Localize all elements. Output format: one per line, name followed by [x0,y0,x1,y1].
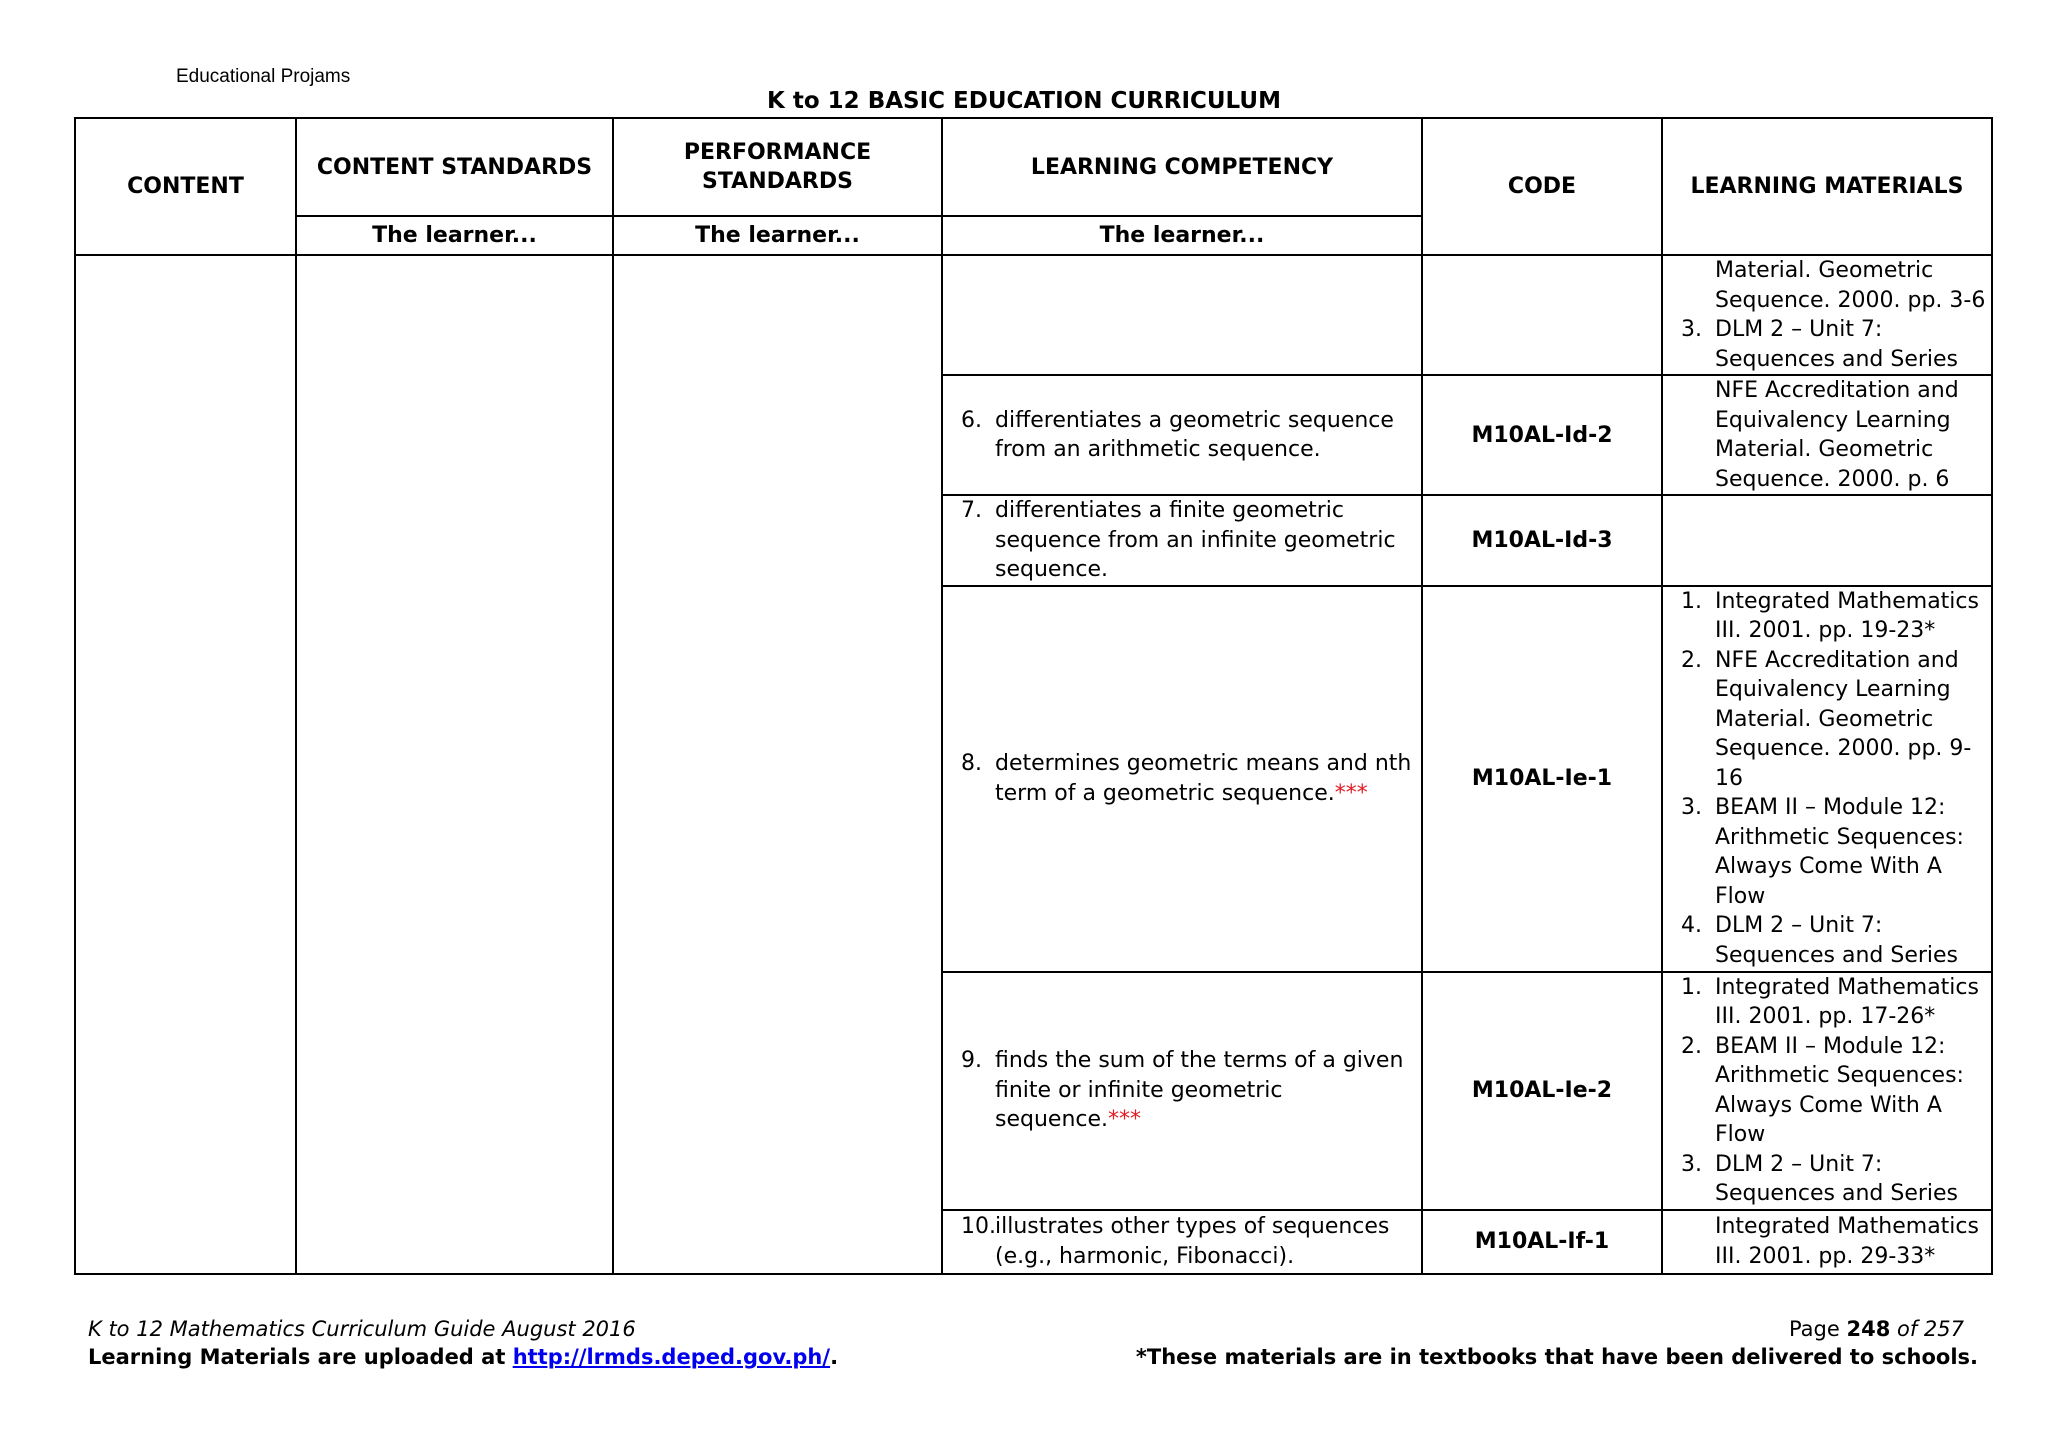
list-item: 1. Integrated Mathematics III. 2001. pp. 19-23* [1681,588,1979,644]
asterisk-marker: *** [1108,1107,1142,1133]
code-cell: M10AL-Id-2 [1422,375,1662,495]
lrmds-link[interactable]: http://lrmds.deped.gov.ph/ [512,1345,831,1369]
header-content-standards: CONTENT STANDARDS [296,118,613,216]
header-learner-competency: The learner... [942,216,1422,255]
competency-cell [942,972,1422,1210]
competency-cell [942,375,1422,495]
list-item: NFE Accreditation and Equivalency Learning Material. Geometric Sequence. 2000. p. 6 [1715,378,1959,492]
header-learning-materials: LEARNING MATERIALS [1662,118,1992,255]
footer-textbook-note: *These materials are in textbooks that have been delivered to schools. [1135,1345,1978,1369]
header-learner-content-standards: The learner... [296,216,613,255]
performance-standards-cell [613,255,942,1274]
list-item: 3. DLM 2 – Unit 7: Sequences and Series [1681,1151,1959,1206]
header-learner-performance-standards: The learner... [613,216,942,255]
code-cell: M10AL-If-1 [1422,1210,1662,1274]
document-title: K to 12 BASIC EDUCATION CURRICULUM [767,88,1281,114]
code-cell: M10AL-Id-3 [1422,495,1662,586]
page-number: Page 248 of 257 [1788,1317,1964,1341]
code-cell [1422,255,1662,375]
list-item: 8. determines geometric means and nth term of a geometric sequence.*** [961,751,1412,806]
list-item: 7. differentiates a finite geometric sequence from an infinite geometric sequence. [961,498,1396,582]
list-item: 2. NFE Accreditation and Equivalency Learning Material. Geometric Sequence. 2000. pp. 9-16 [1681,647,1972,791]
footer-upload-note: Learning Materials are uploaded at http://lrmds.deped.gov.ph/. [88,1345,839,1369]
competency-cell [942,1210,1422,1274]
list-item: 4. DLM 2 – Unit 7: Sequences and Series [1681,913,1959,968]
watermark-text: Educational Projams [176,66,351,87]
header-performance-standards: PERFORMANCE STANDARDS [613,118,942,216]
materials-cell [1662,1210,1992,1274]
materials-cell [1662,972,1992,1210]
content-standards-cell [296,255,613,1274]
materials-cell [1662,495,1992,586]
list-item: 10. illustrates other types of sequences (e.g., harmonic, Fibonacci). [961,1214,1390,1269]
competency-cell [942,255,1422,375]
list-item: Material. Geometric Sequence. 2000. pp. 3-6 [1715,258,1986,313]
list-item: 1. Integrated Mathematics III. 2001. pp. 17-26* [1681,974,1979,1029]
header-code: CODE [1422,118,1662,255]
list-item: 6. differentiates a geometric sequence from an arithmetic sequence. [961,407,1394,462]
footer-guide-title: K to 12 Mathematics Curriculum Guide August 2016 [88,1317,636,1341]
code-cell: M10AL-Ie-1 [1422,586,1662,972]
list-item: 2. BEAM II – Module 12: Arithmetic Sequences: Always Come With A Flow [1681,1033,1964,1147]
materials-cell [1662,255,1992,375]
header-learning-competency: LEARNING COMPETENCY [942,118,1422,216]
list-item: 9. finds the sum of the terms of a given finite or infinite geometric sequence.*** [961,1048,1404,1133]
content-cell [75,255,296,1274]
materials-cell [1662,586,1992,972]
table-row [75,255,1992,375]
list-item: Integrated Mathematics III. 2001. pp. 29-33* [1715,1214,1979,1269]
competency-cell [942,495,1422,586]
list-item: 3. BEAM II – Module 12: Arithmetic Sequences: Always Come With A Flow [1681,795,1964,909]
list-item: 3. DLM 2 – Unit 7: Sequences and Series [1681,317,1959,372]
curriculum-table [74,117,1993,1275]
competency-cell [942,586,1422,972]
code-cell: M10AL-Ie-2 [1422,972,1662,1210]
header-content: CONTENT [75,118,296,255]
asterisk-marker: *** [1334,780,1368,806]
materials-cell [1662,375,1992,495]
